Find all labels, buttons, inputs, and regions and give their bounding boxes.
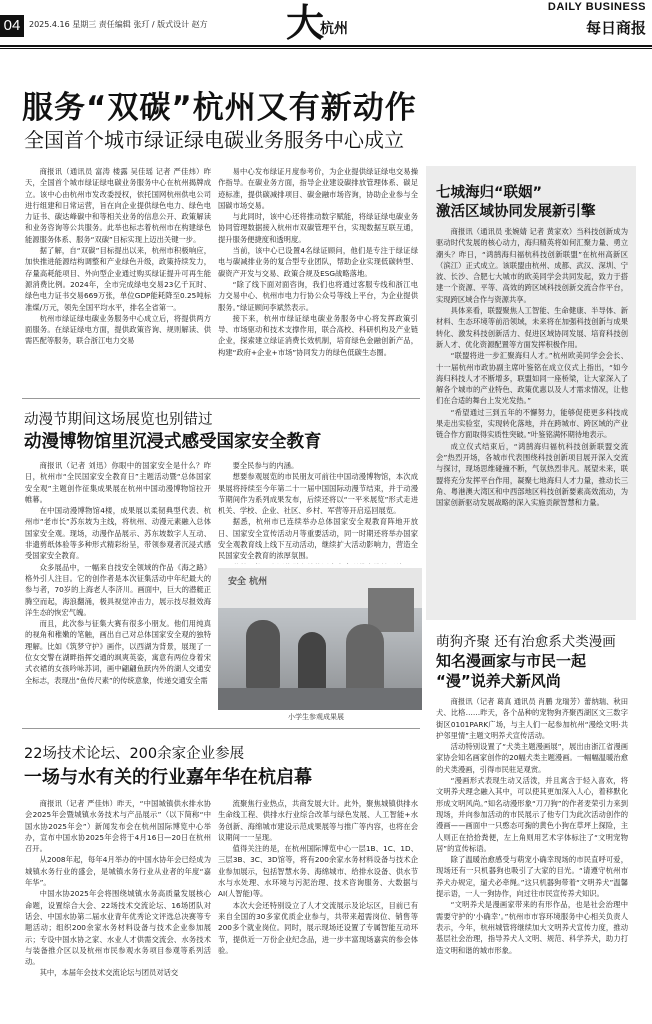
comics-paragraph: “文明养犬是漫画家带来的有形作品，也是社会治理中需要守护的‘小确幸’。”杭州市市容环境服务中心相关负责人表示，今年，杭州城管将继续加大文明养犬宣传力度，推动基层社会治理，指导养犬人文明、规范、科学养犬，助力打造文明和谐的城市形象。 xyxy=(436,900,628,955)
forum-paragraph: 本次大会还特别设立了人才交流展示及论坛区，目前已有来自全国的30多家优质企业参与，共带来超需岗位、销售等200多个就业岗位。同时，展示现场还设置了专属智能互动环节，提供近一万份企业纪念品，进一步丰富现场嘉宾的参会体验。 xyxy=(218,900,418,955)
forum-paragraph: 其中，本届年会技术交流论坛与团员对话交 xyxy=(39,968,179,978)
anime-paragraph: 在中国动漫博物馆4楼，成果展以柔韧典型代表、杭州市“老市长”苏东坡为主线，将杭州、动漫元素融入总体国家安全观。现场，动漫作品展示、苏东坡数字人互动、非遗剪纸体验等多种形式精彩纷呈，带领参观者沉浸式感受国家安全教育。 xyxy=(25,506,211,561)
sidebar1-paragraph: 成立仪式结束后，“鸿鹄海归福杭科技创新联盟交流会”热烈开场，各城市代表围绕科技创新项目展开深入交流与探讨，现场思维碰撞不断，气氛热烈非凡。展望未来，联盟将充分发挥平台作用，凝聚七地海归人才力量，推动长三角、粤港澳大湾区和中西部地区科技创新要素高效流动，为国家创新驱动发展战略的深入实施贡献智慧和力量。 xyxy=(436,441,628,508)
comics-kicker: 萌狗齐聚 还有治愈系犬类漫画 xyxy=(436,634,616,650)
brand-english: DAILY BUSINESS xyxy=(547,1,646,13)
photo-floor xyxy=(218,688,422,710)
anime-paragraph xyxy=(218,562,418,564)
masthead-rule xyxy=(0,45,652,47)
page-number: 04 xyxy=(0,15,24,37)
sidebar1-body xyxy=(436,226,628,612)
sidebar1-paragraph: “联盟将进一步汇聚海归人才。”杭州欧美同学会会长、十一届杭州市政协副主席叶鉴铭在成立仪式上指出，“如今海归科技人才不断增多，联盟如同一座桥梁，让大家深入了解各个城市的产业特色、政策优惠以及人才需求情况，让他们在合适的舞台上发光发热。” xyxy=(436,351,628,406)
lead-column-1 xyxy=(25,166,211,392)
anime-kicker: 动漫节期间这场展览也别错过 xyxy=(24,412,213,428)
anime-paragraph: 要全民参与的内涵。 xyxy=(232,461,299,470)
anime-column-1 xyxy=(25,460,211,716)
lead-paragraph: 易中心发布绿证月度参考价，为企业提供绿证绿电交易操作指导。在碳业务方面，指导企业建设碳排放管理体系、碳足迹标准，提供碳减排项目、碳金融市场咨询，协助企业参与全国碳市场交易。 xyxy=(218,167,418,210)
photo-caption: 小学生参观成果展 xyxy=(288,713,344,721)
section-divider xyxy=(22,728,420,729)
photo-visitor xyxy=(246,620,280,690)
section-divider xyxy=(22,398,420,399)
brand-logo-char: 大 xyxy=(286,0,325,45)
forum-column-1 xyxy=(25,798,211,1016)
comics-headline-2: “漫”说养犬新风尚 xyxy=(436,672,561,690)
anime-paragraph: 据悉，杭州市已连续举办总体国家安全观教育阵地开放日、国家安全宣传活动月等重要活动，同一时期还将举办国家安全观教育线上线下互动活动，继续扩大活动影响力，营造全民国家安全教育的浓厚氛围。 xyxy=(218,517,418,561)
forum-paragraph: 商报讯（记者 严佳炜）昨天，“中国城镇供水排水协会2025年会暨城镇水务技术与产品展示”（以下简称“中国水协2025年会”）新闻发布会在杭州国际博览中心举办，宣布中国水协2025年会将于4月16日—20日在杭州召开。 xyxy=(25,799,211,854)
anime-headline: 动漫博物馆里沉浸式感受国家安全教育 xyxy=(24,432,322,452)
lead-column-2 xyxy=(218,166,418,392)
forum-column-2 xyxy=(218,798,418,1016)
forum-paragraph: 值得关注的是，在杭州国际博览中心一层1B、1C、1D、三层3B、3C、3D馆等，将有200余家水务材料设备与技术企业参加展示，包括智慧水务、海绵城市、给排水设备、供水节水与水处理、水环境与污泥治理、技术咨询服务、大数据与AI(人智能)等。 xyxy=(218,844,418,899)
brand-city: 杭州 xyxy=(320,21,348,37)
lead-paragraph: 据了解，自“双碳”目标提出以来，杭州市积极响应，加快推进能源结构调整和产业绿色升级，政策持续发力，存量高耗能项目、外向型企业通过购买绿证提升可再生能源消费比例。2024年，全市完成绿电交易23亿千瓦时、绿色电力证书交易669万张，单位GDP能耗降至0.25吨标准煤/万元，领先全国平均水平，排名全省第一。 xyxy=(25,246,211,312)
lead-paragraph: 商报讯（通讯员 富涛 楼露 吴佳瑶 记者 严佳炜）昨天，全国首个城市绿证绿电碳业务服务中心在杭州揭牌成立。该中心由杭州市发改委授权，依托国网杭州供电公司进行组建和日常运营，旨在向企业提供绿色电力、绿色电力证书、碳达峰碳中和等相关业务的信息公开、政策解读和业务咨询等公共服务。此举也标志着杭州市在构建绿色能源服务体系、服务“双碳”目标实现上迈出关键一步。 xyxy=(25,167,211,244)
lead-paragraph: 与此同时，该中心还将推动数字赋能，将绿证绿电碳业务协同管理数据接入杭州市双碳管理平台，实现数据互联互通，提升服务便捷度和透明度。 xyxy=(218,212,418,244)
lead-headline: 服务“双碳”杭州又有新动作 xyxy=(22,90,417,126)
comics-paragraph: 活动特别设置了“犬类主题漫画展”，展出由浙江省漫画家协会知名画家创作的20幅犬类主题漫画。一幅幅温暖治愈的犬类漫画，引得市民驻足观赏。 xyxy=(436,742,628,774)
sidebar1-headline-2: 激活区域协同发展新引擎 xyxy=(436,204,596,220)
exhibition-photo xyxy=(218,568,422,710)
lead-paragraph: “除了线下面对面咨询，我们也将通过客服专线和浙江电力交易中心、杭州市电力行协公众号等线上平台，为企业提供服务。”绿证顾问李斌然表示。 xyxy=(218,279,418,312)
photo-visitor xyxy=(346,624,384,694)
forum-paragraph: 从2008年起，每年4月举办的中国水协年会已经成为城镇水务行业的盛会，是城镇水务行业从业者的年度“嘉年华”。 xyxy=(25,855,211,888)
anime-paragraph: 而且，此次参与征集大赛有很多小朋友。他们用纯真的视角和稚嫩的笔触，画出自己对总体国家安全观的独特理解。比如《筑梦守护》画作，以西湖为背景，展现了一位女交警在湖畔指挥交通的飒爽英姿，寓意有两位身着宋式衣裙的女孩吟咏苏词，画中翩翩鱼跃内外的湖人交通安全标志，表现出“鱼传尺素”的传统意象，传递交通安全需 xyxy=(25,619,211,685)
comics-body xyxy=(436,696,628,1016)
brand-chinese: 每日商报 xyxy=(585,19,646,37)
comics-paragraph: “漫画形式表现生动又活泼，并且寓含于轻入喜欢，将文明养犬理念融入其中，可以使其更加深入人心，着移默化形成文明风尚。”知名动漫形象“刀刀狗”的作者麦荣引力来到现场，并向参加活动的市民展示了他专门为此次活动创作的漫画——画面中一只憨态可掬的黄色小狗在草坪上探险，主人则正在拾拾粪便，左上角则用艺术字体标注了“文明宠物居”的宣传标语。 xyxy=(436,776,628,853)
photo-visitor xyxy=(298,632,326,692)
sidebar1-headline-1: 七城海归“联姻” xyxy=(436,185,543,201)
comics-paragraph: 除了温暖治愈感受与萌宠小确幸现场的市民直呼可爱，现场还有一只机器狗也吸引了大家的目光。“请遵守杭州市养犬办规定，遛犬必牵绳。”这只机器狗带着“文明养犬”温馨提示语，一人一狗协作，向过往市民宣传养犬知识。 xyxy=(436,855,628,899)
anime-paragraph: 众多展品中，一幅来自技安全领域的作品《海之路》格外引人注目。它的创作者是本次征集活动中年纪最大的参与者，70岁的上海老人李济川。画面中，巨大的潜艇正腾空而起，海浪翻涌，极具视觉冲击力，展示技尽报效海洋生态的恢宏气魄。 xyxy=(25,562,211,617)
lead-paragraph: 接下来，杭州市绿证绿电碳业务服务中心将发挥政策引导、市场驱动和技术支撑作用，联合高校、科研机构及产业链企业，探索建立绿证消费长效机制，培育绿色金融创新产品，构建“政府+企业+市场”协同发力的绿色低碳生态圈。 xyxy=(218,313,418,357)
dateline: 2025.4.16 星期三 责任编辑 张玎 / 版式设计 赵方 xyxy=(29,20,208,29)
forum-paragraph: 中国水协2025年会将围绕城镇水务高质量发展核心命题，设置综合大会、22场技术交流论坛、16场团队对话会、中国水协第二届水业青年优秀论文评选总决赛等专题活动；组织200余家水务材料设备与技术企业参加展示；专设中国水协之家、水业人才供需交流会、水务技术与装备推介区以及杭州市民参观水务项目参观等系列活动。 xyxy=(25,889,211,967)
sidebar1-paragraph: 具体来看，联盟聚焦人工智能、生命健康、半导体、新材料、生态环境等前沿领域，未来将在加强科技创新与成果转化、激发科技创新活力、促进区域协同发展、培育科技创新人才、优化资源配置等方面发挥积极作用。 xyxy=(436,306,628,349)
masthead-rule-thin xyxy=(0,48,652,49)
forum-headline: 一场与水有关的行业嘉年华在杭启幕 xyxy=(24,767,312,788)
lead-subhead: 全国首个城市绿证绿电碳业务服务中心成立 xyxy=(24,128,404,152)
anime-paragraph: 想要参观展览的市民朋友可前往中国动漫博物馆，本次成果展将持续至今年第二十一届中国国际动漫节结束，并于动漫节期间作为系列成果发布，后续还将以“一平米展览”形式走进机关、学校、企业、社区、乡村、军营等开启巡回展览。 xyxy=(218,472,418,516)
photo-sign-text: 安全 杭州 xyxy=(228,577,268,587)
forum-kicker: 22场技术论坛、200余家企业参展 xyxy=(24,746,245,762)
comics-headline-1: 知名漫画家与市民一起 xyxy=(436,652,587,670)
lead-paragraph: 杭州市绿证绿电碳业务服务中心成立后，将提供两方面服务。在绿证绿电方面，提供政策咨询、规则解读、供需匹配等服务，联合浙江电力交易 xyxy=(25,313,211,346)
sidebar1-paragraph: 商报讯（通讯员 张婉婧 记者 黄家欢）当科技创新成为驱动时代发展的核心动力，海归精英将如何汇聚力量、勇立潮头？昨日，“鸿鹄海归福杭科技创新联盟”在杭州高新区（滨江）正式成立。该联盟由杭州、成都、武汉、深圳、宁波、长沙、合肥七大城市的欧美同学会共同发起，致力于搭建一个资源、平等、高效的跨区域科技创新交流合作平台，实现跨区域合作与资源共享。 xyxy=(436,227,628,304)
forum-paragraph: 流聚焦行业热点，共商发展大计。此外，聚焦城镇供排水生命线工程、供排水行业综合改革与绿色发展、人工智能+水务创新、海绵城市建设示范成果展等与推广等内容，也将在会议期间一一呈现。 xyxy=(218,799,418,842)
anime-paragraph: 商报讯（记者 刘迅）你眼中的国家安全是什么？昨日，杭州市“全民国家安全教育日”主题活动暨“总体国家安全观”主题创作征集成果展在杭州中国动漫博物馆拉开帷幕。 xyxy=(25,461,211,504)
anime-column-2 xyxy=(218,460,418,564)
sidebar1-paragraph: “希望通过三到五年的不懈努力，能够促使更多科技成果走出实验室，实现转化落地，并在跨城市、跨区域的产业链合作方面取得实质性突破。”叶鉴铭满怀期待地表示。 xyxy=(436,407,628,440)
comics-paragraph: 商报讯（记者 葛真 通讯员 肖鹏 龙瑞芳）蕾纳瑞、秋田犬、比格……昨天，各个品种的宠物狗齐聚西湖区文三数字街区0101PARK广场，与主人们一起参加杭州“漫绘文明·共护邻里情”主题文明养犬宣传活动。 xyxy=(436,697,628,740)
lead-paragraph: 当前，该中心已设置4名绿证顾问，他们是专注于绿证绿电与碳减排业务的复合型专业团队，帮助企业实现低碳转型、碳资产开发与交易、政策合规及ESG战略落地。 xyxy=(218,246,418,278)
